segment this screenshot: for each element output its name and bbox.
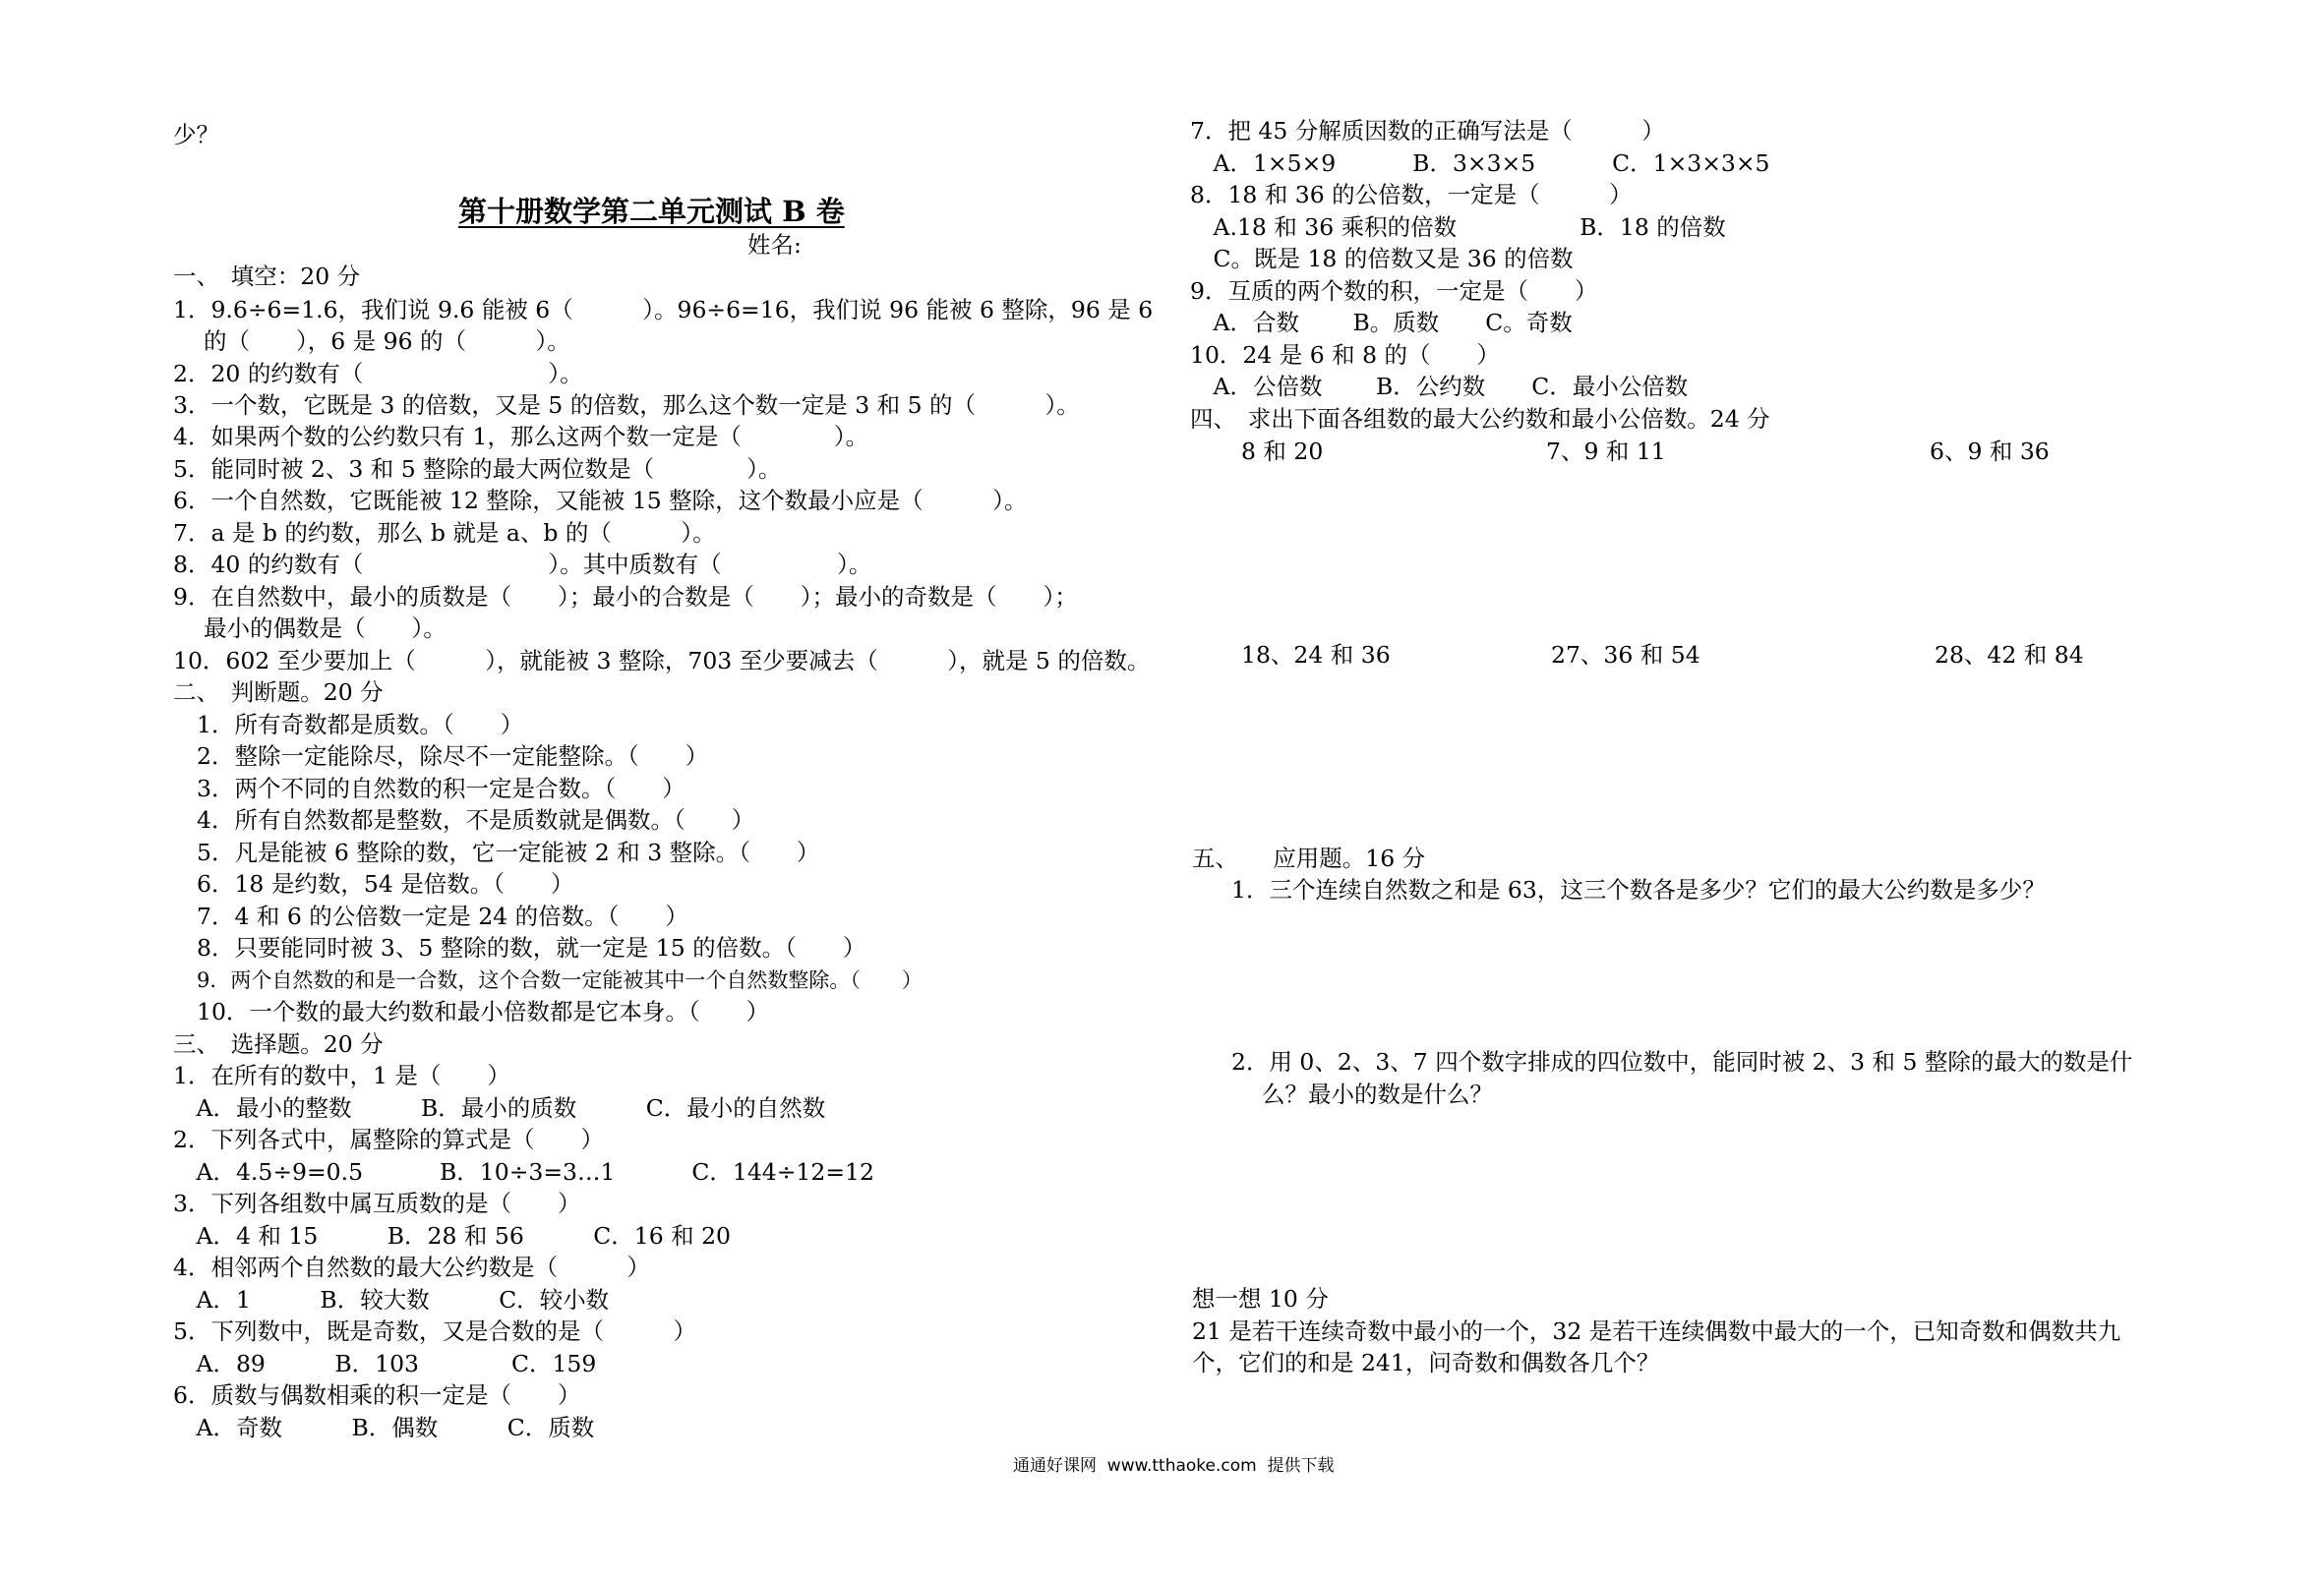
section-5-heading: 五、 应用题。16 分 <box>1192 845 1426 872</box>
fill-line-4: 3．一个数，它既是 3 的倍数，又是 5 的倍数，那么这个数一定是 3 和 5 的（ ）。 <box>173 391 1080 419</box>
choice-line-4: A．4.5÷9=0.5 B．10÷3=3…1 C．144÷12=12 <box>173 1158 874 1186</box>
name-label: 姓名: <box>747 231 802 259</box>
choice-line-21: A．公倍数 B．公约数 C．最小公倍数 <box>1190 373 1689 400</box>
section-3-heading: 三、 选择题。20 分 <box>173 1030 384 1058</box>
judge-line-5: 5．凡是能被 6 整除的数，它一定能被 2 和 3 整除。（ ） <box>197 839 820 866</box>
choice-line-17: C。既是 18 的倍数又是 36 的倍数 <box>1190 245 1574 272</box>
choice-line-1: 1．在所有的数中，1 是（ ） <box>173 1062 510 1089</box>
section-1-heading: 一、 填空：20 分 <box>173 263 361 290</box>
application-problem-2-line-1: 2．用 0、2、3、7 四个数字排成的四位数中，能同时被 2、3 和 5 整除的最大的数是什 <box>1231 1048 2133 1076</box>
application-problem-2-line-2: 么？最小的数是什么？ <box>1231 1081 1493 1108</box>
number-group: 7、9 和 11 <box>1546 438 1666 465</box>
thinking-problem-line-1: 21 是若干连续奇数中最小的一个，32 是若干连续偶数中最大的一个，已知奇数和偶数共九 <box>1192 1317 2121 1345</box>
choice-line-7: 4．相邻两个自然数的最大公约数是（ ） <box>173 1254 650 1281</box>
judge-line-9: 9．两个自然数的和是一合数，这个合数一定能被其中一个自然数整除。（ ） <box>197 968 923 992</box>
choice-line-10: A．89 B．103 C．159 <box>173 1350 597 1377</box>
choice-line-16: A.18 和 36 乘积的倍数 B．18 的倍数 <box>1190 213 1726 241</box>
choice-line-3: 2．下列各式中，属整除的算式是（ ） <box>173 1126 604 1153</box>
judge-line-3: 3．两个不同的自然数的积一定是合数。（ ） <box>197 775 685 802</box>
choice-line-19: A．合数 B。质数 C。奇数 <box>1190 309 1573 336</box>
choice-line-6: A．4 和 15 B．28 和 56 C．16 和 20 <box>173 1222 732 1250</box>
fill-line-7: 6．一个自然数，它既能被 12 整除，又能被 15 整除，这个数最小应是（ ）。 <box>173 487 1028 514</box>
section-6-heading: 想一想 10 分 <box>1192 1285 1329 1313</box>
fill-line-2: 的（ ），6 是 96 的（ ）。 <box>173 327 570 355</box>
section-4-heading: 四、 求出下面各组数的最大公约数和最小公倍数。24 分 <box>1190 405 1770 433</box>
choice-line-18: 9．互质的两个数的积，一定是（ ） <box>1190 277 1598 305</box>
choice-line-20: 10．24 是 6 和 8 的（ ） <box>1190 341 1501 369</box>
choice-line-8: A．1 B．较大数 C．较小数 <box>173 1286 610 1314</box>
choice-line-12: A．奇数 B．偶数 C．质数 <box>173 1414 595 1441</box>
judge-line-6: 6．18 是约数，54 是倍数。（ ） <box>197 870 574 898</box>
fill-line-5: 4．如果两个数的公约数只有 1，那么这两个数一定是（ ）。 <box>173 423 869 450</box>
judge-line-2: 2．整除一定能除尽，除尽不一定能整除。（ ） <box>197 742 709 770</box>
choice-line-5: 3．下列各组数中属互质数的是（ ） <box>173 1190 581 1217</box>
judge-line-7: 7．4 和 6 的公倍数一定是 24 的倍数。（ ） <box>197 903 688 930</box>
section-2-heading: 二、 判断题。20 分 <box>173 678 384 706</box>
fill-line-3: 2．20 的约数有（ ）。 <box>173 360 583 387</box>
number-group: 8 和 20 <box>1241 438 1324 465</box>
fill-line-8: 7．a 是 b 的约数，那么 b 就是 a、b 的（ ）。 <box>173 519 716 547</box>
application-problem-1: 1．三个连续自然数之和是 63，这三个数各是多少？它们的最大公约数是多少？ <box>1231 876 2046 904</box>
carryover-text: 少？ <box>173 121 219 148</box>
choice-line-13: 7．把 45 分解质因数的正确写法是（ ） <box>1190 117 1665 145</box>
judge-line-10: 10．一个数的最大约数和最小倍数都是它本身。（ ） <box>197 998 770 1025</box>
choice-line-15: 8．18 和 36 的公倍数，一定是（ ） <box>1190 181 1633 208</box>
judge-line-8: 8．只要能同时被 3、5 整除的数，就一定是 15 的倍数。（ ） <box>197 934 866 962</box>
fill-line-1: 1．9.6÷6=1.6，我们说 9.6 能被 6（ ）。96÷6=16，我们说 96 能被 6 整除，96 是 6 <box>173 296 1154 323</box>
judge-line-4: 4．所有自然数都是整数，不是质数就是偶数。（ ） <box>197 806 755 834</box>
fill-line-10: 9．在自然数中，最小的质数是（ ）；最小的合数是（ ）；最小的奇数是（ ）； <box>173 583 1078 611</box>
fill-line-9: 8．40 的约数有（ ）。其中质数有（ ）。 <box>173 551 872 578</box>
footer-credit: 通通好课网 www.tthaoke.com 提供下载 <box>1013 1456 1335 1476</box>
number-group: 18、24 和 36 <box>1241 641 1391 669</box>
number-group: 6、9 和 36 <box>1930 438 2050 465</box>
fill-line-12: 10．602 至少要加上（ ），就能被 3 整除，703 至少要减去（ ），就是 5 的倍数。 <box>173 647 1151 674</box>
number-group: 28、42 和 84 <box>1935 641 2084 669</box>
fill-line-6: 5．能同时被 2、3 和 5 整除的最大两位数是（ ）。 <box>173 455 782 483</box>
thinking-problem-line-2: 个，它们的和是 241，问奇数和偶数各几个？ <box>1192 1349 1660 1376</box>
choice-line-9: 5．下列数中，既是奇数，又是合数的是（ ） <box>173 1317 696 1345</box>
fill-line-11: 最小的偶数是（ ）。 <box>173 614 447 642</box>
choice-line-14: A．1×5×9 B．3×3×5 C．1×3×3×5 <box>1190 149 1770 177</box>
judge-line-1: 1．所有奇数都是质数。（ ） <box>197 711 524 738</box>
choice-line-2: A．最小的整数 B．最小的质数 C．最小的自然数 <box>173 1094 826 1122</box>
choice-line-11: 6．质数与偶数相乘的积一定是（ ） <box>173 1381 581 1409</box>
number-group: 27、36 和 54 <box>1551 641 1700 669</box>
page-title: 第十册数学第二单元测试 B 卷 <box>458 195 845 228</box>
